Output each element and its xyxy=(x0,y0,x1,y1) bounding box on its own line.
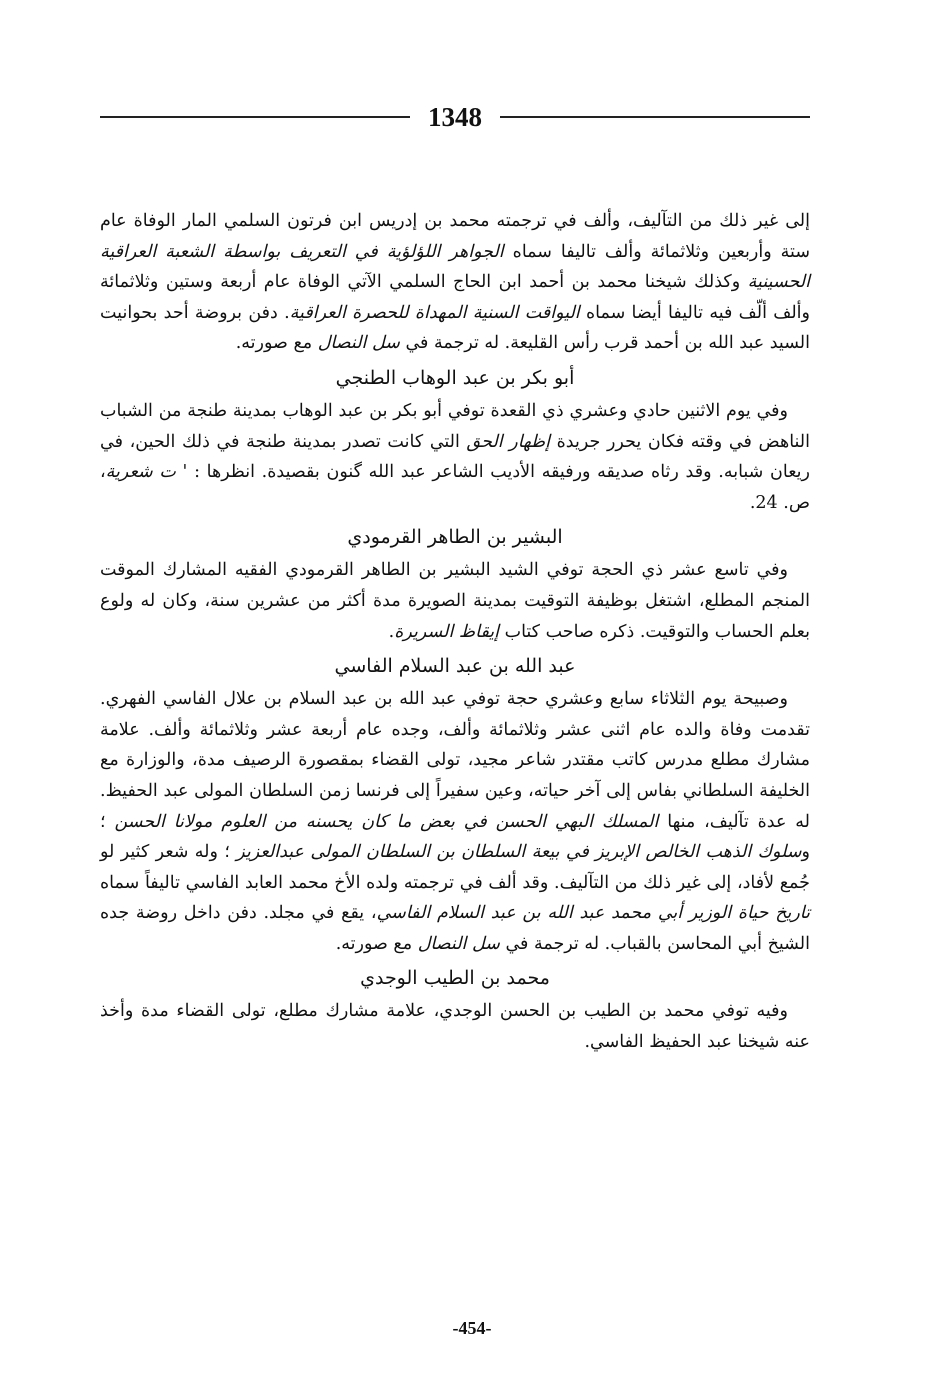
book-title: إيقاظ السريرة xyxy=(394,621,500,642)
entry-title: البشير بن الطاهر القرمودي xyxy=(347,526,563,549)
book-title: تاريخ حياة الوزير أبي محمد عبد الله بن عبد السلام الفاسي xyxy=(376,903,811,924)
book-title: ت شعرية xyxy=(105,462,176,483)
entry-title: أبو بكر بن عبد الوهاب الطنجي xyxy=(335,366,575,389)
book-title: المسلك البهي الحسن في بعض ما كان يحسنه من العلوم مولانا الحسن xyxy=(114,811,659,832)
entry-title: عبد الله بن عبد السلام الفاسي xyxy=(334,655,576,678)
entry-paragraph: وفي يوم الاثنين حادي وعشري ذي القعدة توفي أبو بكر بن عبد الوهاب بمدينة طنجة من الشباب الناهض في وقته فكان يحرر جريدة إظهار الحق التي كانت تصدر بمدينة طنجة في ذلك الحين، في ريعان شبابه. وقد رثاه صديقه ورفيقه الأديب الشاعر عبد الله گنون بقصيدة. انظرها : ' ت شعرية، ص. 24. xyxy=(100,400,811,513)
book-title: سلوك الذهب الخالص الإبريز في بيعة السلطان بن السلطان المولى عبدالعزيز xyxy=(236,842,802,863)
entry-paragraph: وفي تاسع عشر ذي الحجة توفي الشيد البشير بن الطاهر القرمودي الفقيه المشارك الموقت المنجم المطلع، اشتغل بوظيفة التوقيت بمدينة الصويرة مدة أكثر من عشرين سنة، وكان له ولوع بعلم الحساب والتوقيت. ذكره صاحب كتاب إيقاظ السريرة. xyxy=(100,560,810,642)
page-year: 1348 xyxy=(428,101,482,132)
header-rule-right xyxy=(500,116,810,118)
entry-paragraph: إلى غير ذلك من التآليف، وألف في ترجمته محمد بن إدريس ابن فرتون السلمي المار الوفاة عام ستة وأربعين وثلاثمائة وألف تاليفا سماه الجواهر اللؤلؤية في التعريف بواسطة الشعبة العراقية الحسينية وكذلك شيخنا محمد بن أحمد ابن الحاج السلمي الآتي الوفاة عام أربعة وستين وثلاثمائة وألف ألّف فيه تاليفا أيضا سماه اليواقت السنية المهداة للحصرة العراقية. دفن بروضة أحد بحوانيت السيد عبد الله بن أحمد قرب رأس القليعة. له ترجمة في سل النصال مع صورته. xyxy=(100,211,811,354)
book-title: الجواهر اللؤلؤية في التعريف بواسطة الشعبة العراقية الحسينية xyxy=(100,241,810,293)
book-title: سل النصال xyxy=(417,933,500,954)
page-body xyxy=(100,206,810,1058)
book-title: سل النصال xyxy=(317,333,400,354)
entry-paragraph: وفيه توفي محمد بن الطيب بن الحسن الوجدي، علامة مشارك مطلع، تولى القضاء مدة وأخذ عنه شيخنا عبد الحفيظ الفاسي. xyxy=(100,1001,810,1053)
entry-title: محمد بن الطيب الوجدي xyxy=(360,967,550,990)
entry-paragraph: وصبيحة يوم الثلاثاء سابع وعشري حجة توفي عبد الله بن عبد السلام بن علال الفاسي الفهري. تقدمت وفاة والده عام اثنى عشر وثلاثمائة وألف، وجده عام أربعة عشر وثلاثمائة وألف. علامة مشارك مطلع مدرس كاتب مقتدر شاعر مجيد، تولى القضاء بمقصورة الرصيف مدة، والوزارة مع الخليفة السلطاني بفاس إلى آخر حياته، وعين سفيراً إلى فرنسا زمن السلطان المولى عبد الحفيظ. له عدة تآليف، منها المسلك البهي الحسن في بعض ما كان يحسنه من العلوم مولانا الحسن ؛ وسلوك الذهب الخالص الإبريز في بيعة السلطان بن السلطان المولى عبدالعزيز ؛ وله شعر كثير لو جُمع لأفاد، إلى غير ذلك من التآليف. وقد ألف في ترجمته ولده الأخ محمد العابد الفاسي تاليفاً سماه تاريخ حياة الوزير أبي محمد عبد الله بن عبد السلام الفاسي، يقع في مجلد. دفن داخل روضة جده الشيخ أبي المحاسن بالقباب. له ترجمة في سل النصال مع صورته. xyxy=(100,689,811,954)
header-rule-left xyxy=(100,116,410,118)
book-title: إظهار الحق xyxy=(466,431,550,452)
book-title: اليواقت السنية المهداة للحصرة العراقية xyxy=(289,302,580,323)
page-header xyxy=(100,92,810,142)
page-number: -454- xyxy=(452,1318,492,1338)
